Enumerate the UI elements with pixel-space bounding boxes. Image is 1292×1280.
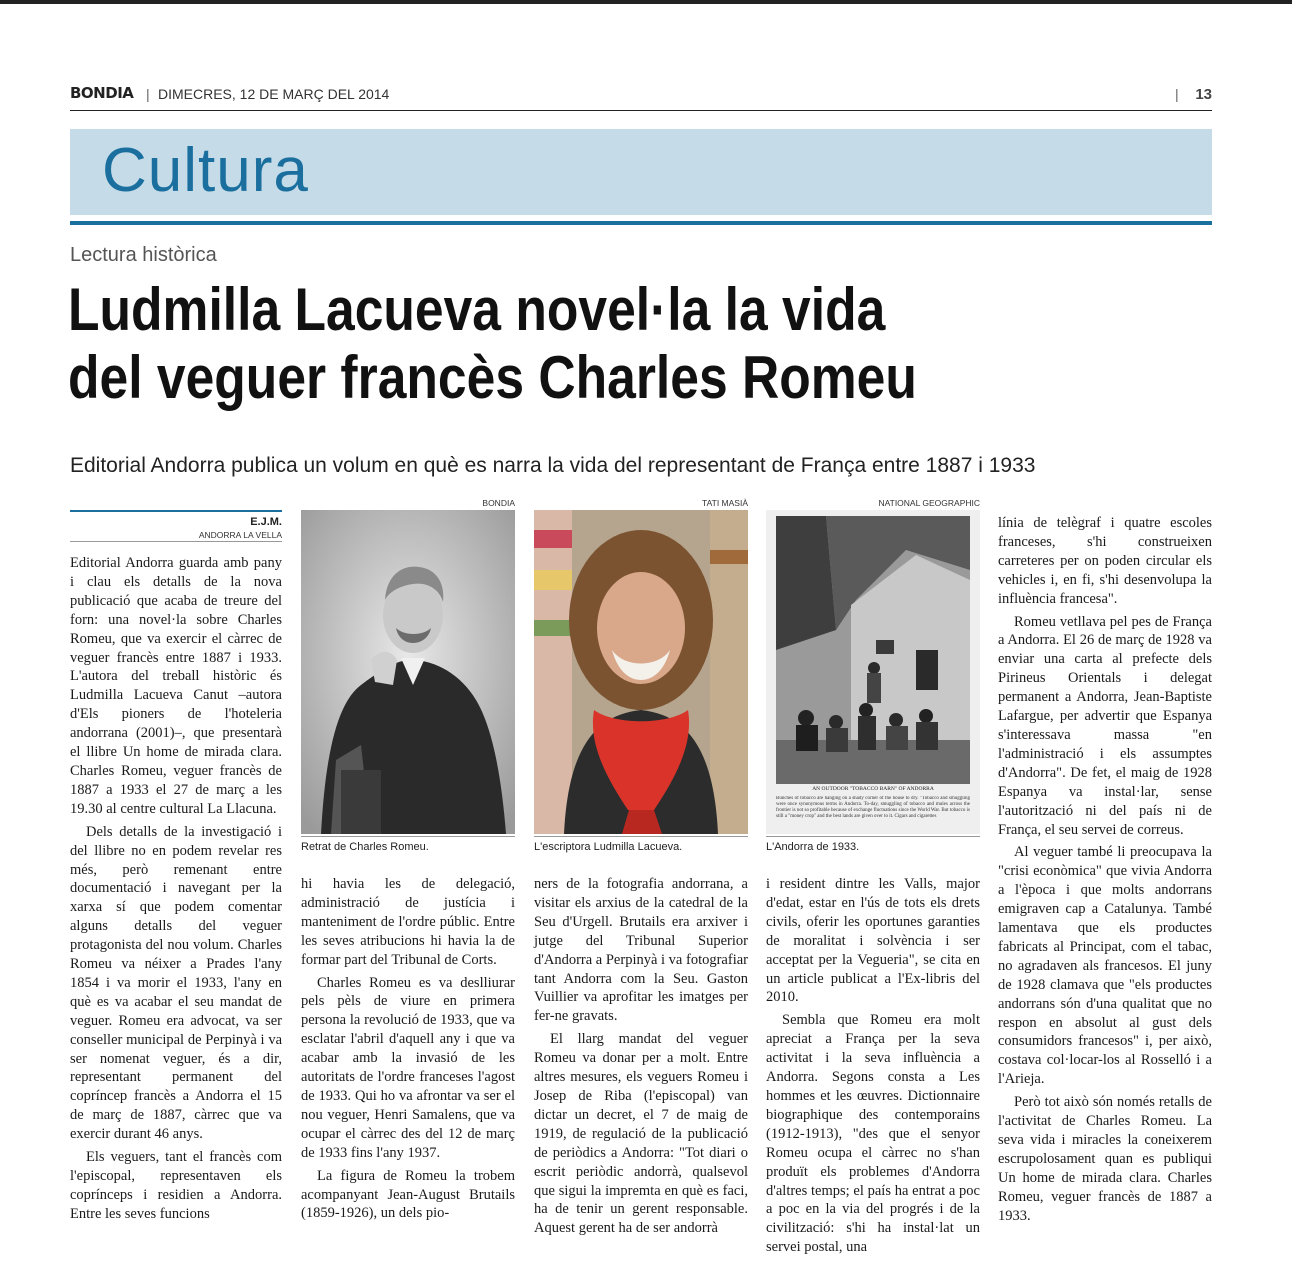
article-headline xyxy=(68,276,1066,412)
col3-paragraph: El llarg mandat del veguer Romeu va donar per a molt. Entre altres mesures, els veguers Romeu i Josep de Riba (l'episcopal) van dictar un decret, el 7 de maig de 1919, de regulació de la publicació de periòdics a Andorra: "Tot diari o escrit periòdic andorrà, qualsevol que sigui la impremta en què es faci, ha de tenir un gerent responsable. Aquest gerent ha de ser andorrà xyxy=(534,1031,748,1237)
caption-lacueva: L'escriptora Ludmilla Lacueva. xyxy=(534,841,683,853)
col1-paragraph: Editorial Andorra guarda amb pany i clau els detalls de la nova publicació que acaba de treure del forn: una novel·la sobre Charles Romeu, que va exercir el càrrec de veguer francès entre 1887 i 1933. L'autora del treball històric és Ludmilla Lacueva Canut –autora d'Els pioners de l'hoteleria andorrana (2001)–, que presentarà el llibre Un home de mirada clara. Charles Romeu, veguer francès de 1887 a 1933 el 27 de març a les 19.30 al centre cultural La Llacuna. xyxy=(70,555,282,817)
body-column-3 xyxy=(534,875,748,1238)
section-banner xyxy=(70,129,1212,215)
headline-line-2: del veguer francès Charles Romeu xyxy=(68,344,917,411)
headline-line-1: Ludmilla Lacueva novel·la la vida xyxy=(68,276,886,343)
page-number: 13 xyxy=(1195,86,1212,103)
col5-paragraph: Al veguer també li preocupava la "crisi econòmica" que vivia Andorra a l'època i que molts andorrans emigraven cap a Catalunya. També lamentava que els productes fabricats al Principat, com el tabac, no agradaven als francesos. El juny de 1928 clamava que "els productes andorrans són d'una qualitat que no respon en absolut al gust dels consumidors francesos" i, per això, costava col·locar-los al Rosselló i a l'Arieja. xyxy=(998,844,1212,1088)
col2-paragraph: La figura de Romeu la trobem acompanyant Jean-August Brutails (1859-1926), un dels pio- xyxy=(301,1167,515,1222)
col2-paragraph: Charles Romeu es va deslliurar pels pèls de viure en primera persona la revolució de 1933, que va esclatar l'abril d'aquell any i que va acabar amb la invasió de les autoritats de l'ordre franceses l'agost de 1933. Qui ho va afrontar va ser el nou veguer, Henri Samalens, que va ocupar el càrrec des del 12 de març de 1933 fins l'any 1937. xyxy=(301,974,515,1161)
col3-paragraph: ners de la fotografia andorrana, a visitar els arxius de la catedral de la Seu d'Urgell. Brutails era arxiver i jutge del Tribunal Superior d'Andorra a Perpinyà i va fotografiar tant Andorra com la Seu. Gaston Vuillier va aprofitar les imatges per fer-ne gravats. xyxy=(534,876,748,1025)
col5-paragraph: línia de telègraf i quatre escoles franceses, s'hi construeixen carreteres per on poden circular els vehicles i, en fi, s'hi desenvolupa la influència francesa". xyxy=(998,515,1212,607)
col1-paragraph: Els veguers, tant el francès com l'episcopal, representaven els coprínceps i residien a Andorra. Entre les seves funcions xyxy=(70,1149,282,1222)
caption-rule-andorra xyxy=(766,836,980,837)
body-column-2 xyxy=(301,875,515,1223)
photo-credit-natgeo: NATIONAL GEOGRAPHIC xyxy=(878,498,980,508)
photo-romeu-portrait xyxy=(301,510,515,834)
byline-divider xyxy=(70,541,282,542)
header-separator-right: | xyxy=(1175,86,1179,102)
col5-paragraph: Però tot això són només retalls de l'activitat de Charles Romeu. La seva vida i miracles la coneixerem escrupolosament quan es publiqui Un home de mirada clara. Charles Romeu, veguer francès de 1887 a 1933. xyxy=(998,1094,1212,1224)
bondia-logo: BONDIA xyxy=(70,84,134,102)
byline-location: ANDORRA LA VELLA xyxy=(198,530,282,540)
caption-romeu: Retrat de Charles Romeu. xyxy=(301,841,429,853)
photo-andorra-1933 xyxy=(766,510,980,834)
photo-ludmilla-lacueva xyxy=(534,510,748,834)
byline-rule xyxy=(70,510,282,512)
article-subhead: Editorial Andorra publica un volum en què es narra la vida del representant de França entre 1887 i 1933 xyxy=(70,454,1036,477)
caption-rule-lacueva xyxy=(534,836,748,837)
photo-credit-lacueva: TATI MASIÀ xyxy=(702,498,748,508)
photo-credit-romeu: BONDIA xyxy=(482,498,515,508)
col4-paragraph: Sembla que Romeu era molt apreciat a França per la seva activitat i la seva influència a Andorra. Segons consta a Les hommes et les œuvres. Dictionnaire biographique des contemporains (1912-1913), "des que el senyor Romeu ocupa el càrrec no s'han produït els problemes d'Andorra d'altres temps; el país ha entrat a poc a poc en la via del progrés i de la civilització: s'hi ha instal·lat un servei postal, una xyxy=(766,1012,980,1256)
inset-caption-text: Bunches of tobacco are hanging on a shady corner of the house to dry. "Tobacco and smuggling were once synonymous terms in Andorra. To-day, smuggling of tobacco and mules across the frontier is not so profitable because of exchange fluctuations since the World War. But tobacco is still a "money crop" and the best lands are given over to it. Cigars and cigarettes xyxy=(776,796,970,819)
col4-paragraph: i resident dintre les Valls, major d'edat, estar en l'ús de tots els drets civils, oferir les oportunes garanties de moralitat i solvència i ser acceptat per la Vegueria", se cita en un article publicat a l'Ex-libris del 2010. xyxy=(766,876,980,1006)
caption-andorra: L'Andorra de 1933. xyxy=(766,841,860,853)
caption-rule-romeu xyxy=(301,836,515,837)
col5-paragraph: Romeu vetllava pel pes de França a Andorra. El 26 de març de 1928 va enviar una carta al prefecte dels Pirineus Orientals i delegat permanent a Andorra, Jean-Baptiste Lafargue, per advertir que Espanya s'interessava massa "en l'administració i els assumptes d'Andorra". De fet, el maig de 1928 Espanya va instal·lar, sense l'autorització ni del país ni de França, el seu servei de correus. xyxy=(998,613,1212,838)
header-separator: | xyxy=(146,86,150,102)
col2-paragraph: hi havia les de delegació, administració de justícia i manteniment de l'ordre públic. Entre les seves atribucions hi havia la de formar part del Tribunal de Corts. xyxy=(301,876,515,968)
article-kicker: Lectura històrica xyxy=(70,244,217,266)
body-column-5 xyxy=(998,514,1212,1226)
page-top-border xyxy=(0,0,1292,4)
byline-author: E.J.M. xyxy=(250,516,282,528)
page-header xyxy=(70,84,1212,111)
body-column-1 xyxy=(70,554,282,1224)
col1-paragraph: Dels detalls de la investigació i del llibre no en podem revelar res més, però remenant entre documentació i navegant per la xarxa sí que podem comentar alguns detalls del veguer protagonista del nou volum. Charles Romeu va néixer a Prades l'any 1854 i va morir el 1933, l'any en què es va acabar el seu mandat de veguer. Romeu era advocat, va ser conseller municipal de Perpinyà i va ser nomenat veguer, és a dir, representant permanent del copríncep francès a Andorra el 15 de març de 1887, càrrec que va exercir durant 46 anys. xyxy=(70,823,282,1143)
issue-date: DIMECRES, 12 DE MARÇ DEL 2014 xyxy=(158,86,390,102)
section-title: Cultura xyxy=(102,136,309,205)
section-rule xyxy=(70,221,1212,225)
inset-title: AN OUTDOOR "TOBACCO BARN" OF ANDORRA xyxy=(812,786,934,792)
body-column-4 xyxy=(766,875,980,1257)
